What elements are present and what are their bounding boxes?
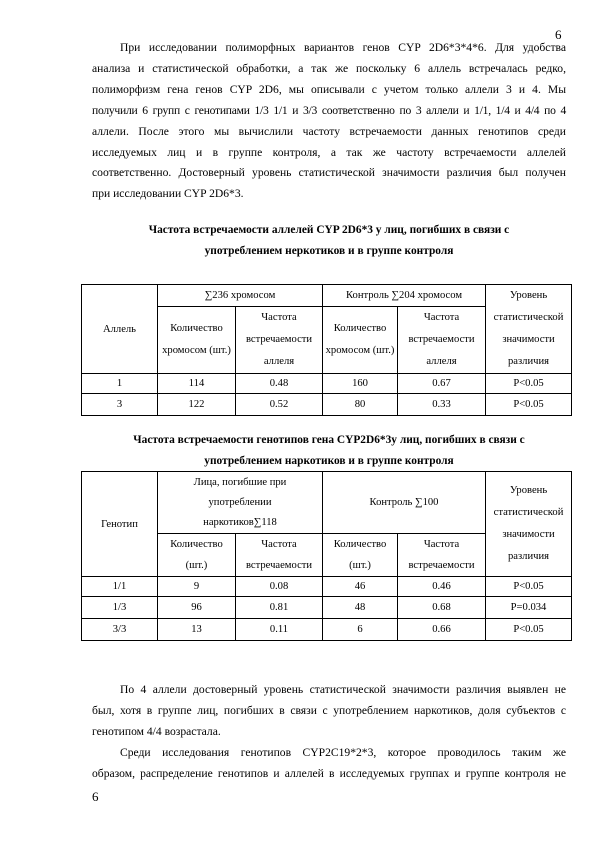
cell-freq2: 0.66 — [398, 619, 486, 641]
table-row — [82, 577, 572, 597]
cell-freq2: 0.68 — [398, 597, 486, 619]
cell-p: P<0.05 — [486, 619, 572, 641]
text-line: образом, распределение генотипов и аллелей в исследуемых группах и группе контроля не — [92, 766, 566, 780]
cell-genotype: 1/3 — [82, 597, 158, 619]
text-line: При исследовании полиморфных вариантов генов CYP 2D6*3*4*6. Для удобства — [120, 41, 566, 54]
header-group1: ∑236 хромосом — [158, 285, 323, 307]
cell-freq1: 0.11 — [236, 619, 323, 641]
text-line: исследуемых лиц и в группе контроля, а так же частоту встречаемости аллелей — [92, 145, 566, 159]
cell-p: P=0.034 — [486, 597, 572, 619]
cell-genotype: 1/1 — [82, 577, 158, 597]
table-row — [82, 597, 572, 619]
page-number-bottom: 6 — [92, 789, 99, 804]
page-number-top: 6 — [555, 27, 562, 42]
cell-count2: 160 — [323, 374, 398, 394]
table-row — [82, 374, 572, 394]
subheader-count: Количество (шт.) — [323, 534, 398, 577]
subheader-count: Количество (шт.) — [158, 534, 236, 577]
cell-freq1: 0.08 — [236, 577, 323, 597]
table1-caption — [92, 220, 566, 262]
closing-paragraph-1 — [92, 680, 566, 743]
header-level: Уровень статистической значимости различия — [486, 285, 572, 374]
text-line: получили 6 групп с генотипами 1/3 1/1 и 3/3 соответственно по 3 аллели и 1/1, 1/4 и 4/4 по 4 — [92, 103, 566, 117]
cell-count2: 46 — [323, 577, 398, 597]
table1-caption-line2: употреблением неркотиков и в группе контроля — [204, 245, 454, 257]
text-line: аллели. После этого мы вычислили частоту встречаемости данных генотипов среди — [92, 124, 566, 138]
cell-count1: 13 — [158, 619, 236, 641]
subheader-freq: Частота встречаемости аллеля — [236, 307, 323, 374]
cell-p: P<0.05 — [486, 374, 572, 394]
cell-allele: 3 — [82, 394, 158, 416]
text-line: при исследовании CYP 2D6*3. — [92, 187, 244, 201]
allele-frequency-table — [81, 284, 572, 416]
subheader-freq: Частота встречаемости аллеля — [398, 307, 486, 374]
cell-count2: 48 — [323, 597, 398, 619]
table2-caption-line1: Частота встречаемости генотипов гена CYP2D6*3у лиц, погибших в связи с — [133, 434, 525, 446]
cell-freq1: 0.52 — [236, 394, 323, 416]
cell-freq1: 0.48 — [236, 374, 323, 394]
cell-count2: 6 — [323, 619, 398, 641]
cell-count1: 122 — [158, 394, 236, 416]
cell-count1: 9 — [158, 577, 236, 597]
text-line: генотипом 4/4 возрастала. — [92, 724, 221, 738]
cell-genotype: 3/3 — [82, 619, 158, 641]
cell-freq2: 0.33 — [398, 394, 486, 416]
text-line: был, хотя в группе лиц, погибших в связи с употреблением наркотиков, доля субъектов с — [92, 703, 566, 717]
subheader-freq: Частота встречаемости — [236, 534, 323, 577]
table-row — [82, 394, 572, 416]
text-line: Среди исследования генотипов CYP2C19*2*3, которое проводилось таким же — [120, 746, 566, 759]
header-genotype: Генотип — [82, 472, 158, 577]
cell-p: P<0.05 — [486, 394, 572, 416]
cell-count2: 80 — [323, 394, 398, 416]
cell-freq2: 0.67 — [398, 374, 486, 394]
header-group1: Лица, погибшие при употреблении наркотиков∑118 — [158, 472, 323, 534]
table2-caption — [92, 430, 566, 472]
table2-caption-line2: употреблением наркотиков и в группе контроля — [204, 455, 454, 467]
cell-p: P<0.05 — [486, 577, 572, 597]
cell-freq1: 0.81 — [236, 597, 323, 619]
text-line: соответственно. Достоверный уровень статистической значимости различия был получен — [92, 166, 566, 180]
header-allele: Аллель — [82, 285, 158, 374]
text-line: По 4 аллели достоверный уровень статистической значимости различия выявлен не — [120, 683, 566, 696]
text-line: анализа и статистической обработки, а так же поскольку 6 аллель встречалась редко, — [92, 61, 566, 75]
cell-freq2: 0.46 — [398, 577, 486, 597]
cell-count1: 96 — [158, 597, 236, 619]
text-line: полиморфизм гена генов CYP 2D6, мы описывали с учетом только аллели 3 и 4. Мы — [92, 82, 566, 96]
table-row — [82, 619, 572, 641]
table1-caption-line1: Частота встречаемости аллелей CYP 2D6*3 у лиц, погибших в связи с — [148, 224, 510, 236]
cell-allele: 1 — [82, 374, 158, 394]
header-level: Уровень статистической значимости различия — [486, 472, 572, 577]
subheader-count: Количество хромосом (шт.) — [158, 307, 236, 374]
genotype-frequency-table — [81, 471, 572, 641]
closing-paragraph-2 — [92, 743, 566, 785]
header-group2: Контроль ∑204 хромосом — [323, 285, 486, 307]
header-group2: Контроль ∑100 — [323, 472, 486, 534]
subheader-freq: Частота встречаемости — [398, 534, 486, 577]
cell-count1: 114 — [158, 374, 236, 394]
intro-paragraph — [92, 38, 566, 205]
subheader-count: Количество хромосом (шт.) — [323, 307, 398, 374]
